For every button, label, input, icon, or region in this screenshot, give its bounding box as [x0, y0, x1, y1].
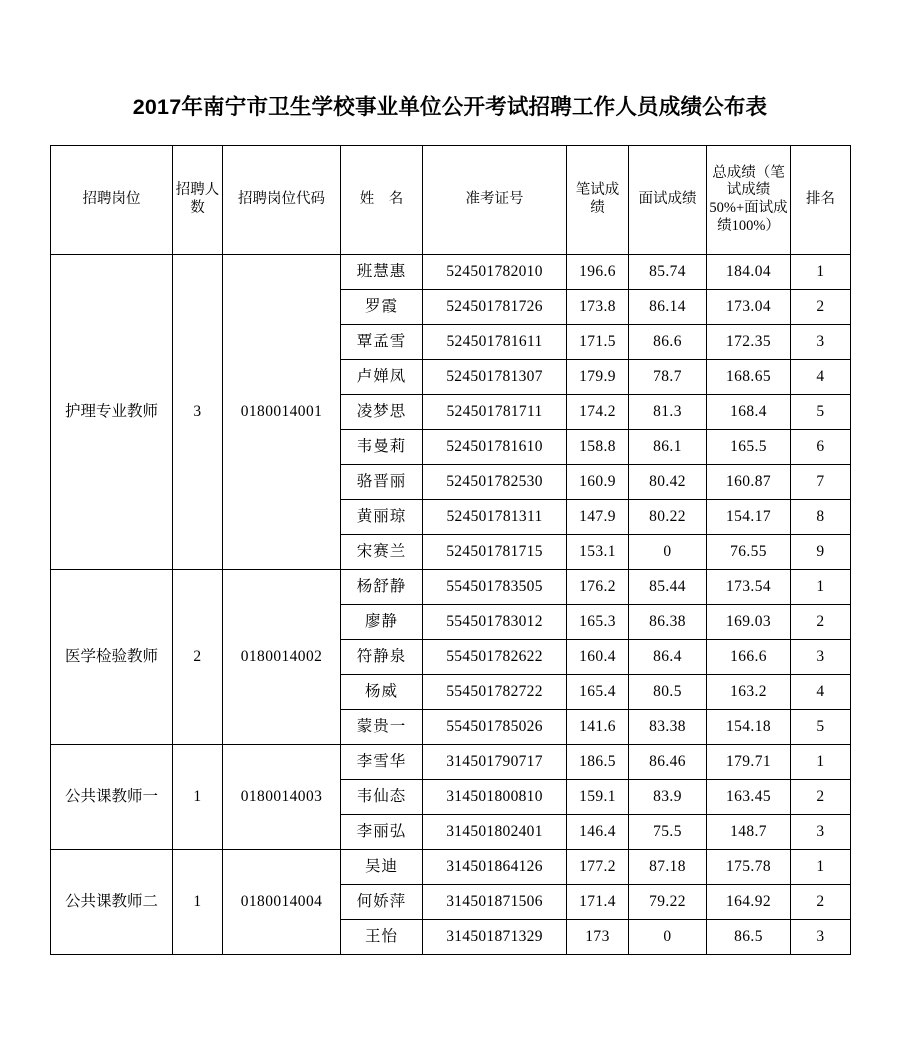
cell-total-score: 173.04: [707, 290, 791, 325]
cell-ticket: 524501781611: [423, 325, 567, 360]
cell-code: 0180014003: [223, 745, 341, 850]
cell-written-score: 176.2: [567, 570, 629, 605]
column-header-ticket: 准考证号: [423, 146, 567, 255]
page-title: 2017年南宁市卫生学校事业单位公开考试招聘工作人员成绩公布表: [132, 95, 768, 119]
cell-rank: 7: [791, 465, 851, 500]
cell-total-score: 86.5: [707, 920, 791, 955]
cell-interview-score: 85.74: [629, 255, 707, 290]
table-row: [51, 850, 851, 885]
table-header: [51, 146, 851, 255]
cell-total-score: 154.18: [707, 710, 791, 745]
column-header-total: 总成绩（笔试成绩50%+面试成绩100%）: [707, 146, 791, 255]
cell-name: 罗霞: [341, 290, 423, 325]
cell-interview-score: 83.38: [629, 710, 707, 745]
cell-total-score: 168.65: [707, 360, 791, 395]
cell-written-score: 160.9: [567, 465, 629, 500]
column-header-code: 招聘岗位代码: [223, 146, 341, 255]
cell-post: 护理专业教师: [51, 255, 173, 570]
cell-name: 李丽弘: [341, 815, 423, 850]
cell-rank: 5: [791, 395, 851, 430]
cell-name: 韦曼莉: [341, 430, 423, 465]
cell-written-score: 171.4: [567, 885, 629, 920]
cell-interview-score: 78.7: [629, 360, 707, 395]
cell-ticket: 554501782622: [423, 640, 567, 675]
cell-rank: 3: [791, 325, 851, 360]
cell-ticket: 314501790717: [423, 745, 567, 780]
cell-total-score: 76.55: [707, 535, 791, 570]
cell-interview-score: 0: [629, 535, 707, 570]
cell-rank: 2: [791, 885, 851, 920]
table-row: [51, 255, 851, 290]
cell-written-score: 173.8: [567, 290, 629, 325]
cell-interview-score: 85.44: [629, 570, 707, 605]
cell-post: 公共课教师二: [51, 850, 173, 955]
column-header-name: 姓 名: [341, 146, 423, 255]
cell-rank: 1: [791, 570, 851, 605]
cell-total-score: 169.03: [707, 605, 791, 640]
cell-interview-score: 0: [629, 920, 707, 955]
cell-name: 覃孟雪: [341, 325, 423, 360]
cell-post: 医学检验教师: [51, 570, 173, 745]
column-header-written: 笔试成绩: [567, 146, 629, 255]
cell-total-score: 172.35: [707, 325, 791, 360]
cell-post: 公共课教师一: [51, 745, 173, 850]
cell-written-score: 147.9: [567, 500, 629, 535]
cell-total-score: 175.78: [707, 850, 791, 885]
table-row: [51, 745, 851, 780]
cell-name: 吴迪: [341, 850, 423, 885]
cell-code: 0180014001: [223, 255, 341, 570]
cell-name: 蒙贵一: [341, 710, 423, 745]
cell-name: 符静泉: [341, 640, 423, 675]
cell-written-score: 153.1: [567, 535, 629, 570]
cell-interview-score: 75.5: [629, 815, 707, 850]
cell-name: 卢婵凤: [341, 360, 423, 395]
cell-written-score: 171.5: [567, 325, 629, 360]
column-header-rank: 排名: [791, 146, 851, 255]
cell-ticket: 524501782530: [423, 465, 567, 500]
cell-total-score: 179.71: [707, 745, 791, 780]
cell-rank: 2: [791, 290, 851, 325]
cell-rank: 3: [791, 920, 851, 955]
cell-rank: 3: [791, 815, 851, 850]
cell-ticket: 524501781307: [423, 360, 567, 395]
cell-total-score: 163.45: [707, 780, 791, 815]
cell-ticket: 524501781311: [423, 500, 567, 535]
column-header-post: 招聘岗位: [51, 146, 173, 255]
cell-interview-score: 86.14: [629, 290, 707, 325]
cell-written-score: 159.1: [567, 780, 629, 815]
table-body: [51, 255, 851, 955]
cell-ticket: 524501781711: [423, 395, 567, 430]
cell-ticket: 524501781726: [423, 290, 567, 325]
cell-written-score: 196.6: [567, 255, 629, 290]
cell-interview-score: 86.6: [629, 325, 707, 360]
cell-interview-score: 83.9: [629, 780, 707, 815]
cell-rank: 6: [791, 430, 851, 465]
cell-rank: 1: [791, 745, 851, 780]
score-table-container: [50, 145, 850, 955]
column-header-interview: 面试成绩: [629, 146, 707, 255]
cell-name: 班慧惠: [341, 255, 423, 290]
cell-written-score: 141.6: [567, 710, 629, 745]
cell-interview-score: 87.18: [629, 850, 707, 885]
cell-ticket: 314501871329: [423, 920, 567, 955]
cell-interview-score: 86.1: [629, 430, 707, 465]
cell-total-score: 166.6: [707, 640, 791, 675]
cell-ticket: 524501781610: [423, 430, 567, 465]
cell-name: 宋赛兰: [341, 535, 423, 570]
cell-total-score: 168.4: [707, 395, 791, 430]
cell-count: 3: [173, 255, 223, 570]
cell-name: 王怡: [341, 920, 423, 955]
cell-total-score: 160.87: [707, 465, 791, 500]
cell-interview-score: 79.22: [629, 885, 707, 920]
cell-name: 何娇萍: [341, 885, 423, 920]
cell-interview-score: 81.3: [629, 395, 707, 430]
cell-rank: 8: [791, 500, 851, 535]
column-header-count: 招聘人数: [173, 146, 223, 255]
cell-written-score: 186.5: [567, 745, 629, 780]
cell-ticket: 314501800810: [423, 780, 567, 815]
cell-written-score: 146.4: [567, 815, 629, 850]
cell-total-score: 165.5: [707, 430, 791, 465]
cell-written-score: 177.2: [567, 850, 629, 885]
score-table: [50, 145, 851, 955]
cell-ticket: 524501782010: [423, 255, 567, 290]
cell-rank: 2: [791, 605, 851, 640]
cell-count: 1: [173, 850, 223, 955]
cell-written-score: 160.4: [567, 640, 629, 675]
cell-ticket: 314501871506: [423, 885, 567, 920]
cell-rank: 9: [791, 535, 851, 570]
cell-interview-score: 80.42: [629, 465, 707, 500]
header-row: [51, 146, 851, 255]
cell-name: 杨舒静: [341, 570, 423, 605]
cell-rank: 4: [791, 360, 851, 395]
cell-name: 韦仙态: [341, 780, 423, 815]
cell-rank: 5: [791, 710, 851, 745]
cell-interview-score: 86.46: [629, 745, 707, 780]
cell-written-score: 165.4: [567, 675, 629, 710]
cell-name: 黄丽琼: [341, 500, 423, 535]
cell-ticket: 524501781715: [423, 535, 567, 570]
cell-interview-score: 86.4: [629, 640, 707, 675]
cell-interview-score: 80.22: [629, 500, 707, 535]
cell-total-score: 164.92: [707, 885, 791, 920]
cell-total-score: 154.17: [707, 500, 791, 535]
table-row: [51, 570, 851, 605]
cell-written-score: 179.9: [567, 360, 629, 395]
cell-ticket: 314501802401: [423, 815, 567, 850]
cell-name: 凌梦思: [341, 395, 423, 430]
cell-rank: 2: [791, 780, 851, 815]
cell-written-score: 158.8: [567, 430, 629, 465]
cell-total-score: 173.54: [707, 570, 791, 605]
cell-code: 0180014002: [223, 570, 341, 745]
cell-rank: 1: [791, 850, 851, 885]
cell-rank: 4: [791, 675, 851, 710]
cell-interview-score: 86.38: [629, 605, 707, 640]
cell-written-score: 173: [567, 920, 629, 955]
cell-total-score: 163.2: [707, 675, 791, 710]
cell-written-score: 165.3: [567, 605, 629, 640]
cell-ticket: 554501783012: [423, 605, 567, 640]
cell-interview-score: 80.5: [629, 675, 707, 710]
cell-name: 李雪华: [341, 745, 423, 780]
cell-total-score: 184.04: [707, 255, 791, 290]
cell-name: 廖静: [341, 605, 423, 640]
cell-total-score: 148.7: [707, 815, 791, 850]
cell-name: 杨威: [341, 675, 423, 710]
cell-count: 2: [173, 570, 223, 745]
cell-written-score: 174.2: [567, 395, 629, 430]
cell-count: 1: [173, 745, 223, 850]
cell-ticket: 554501783505: [423, 570, 567, 605]
cell-rank: 3: [791, 640, 851, 675]
cell-ticket: 554501785026: [423, 710, 567, 745]
cell-code: 0180014004: [223, 850, 341, 955]
cell-ticket: 314501864126: [423, 850, 567, 885]
cell-name: 骆晋丽: [341, 465, 423, 500]
cell-ticket: 554501782722: [423, 675, 567, 710]
cell-rank: 1: [791, 255, 851, 290]
